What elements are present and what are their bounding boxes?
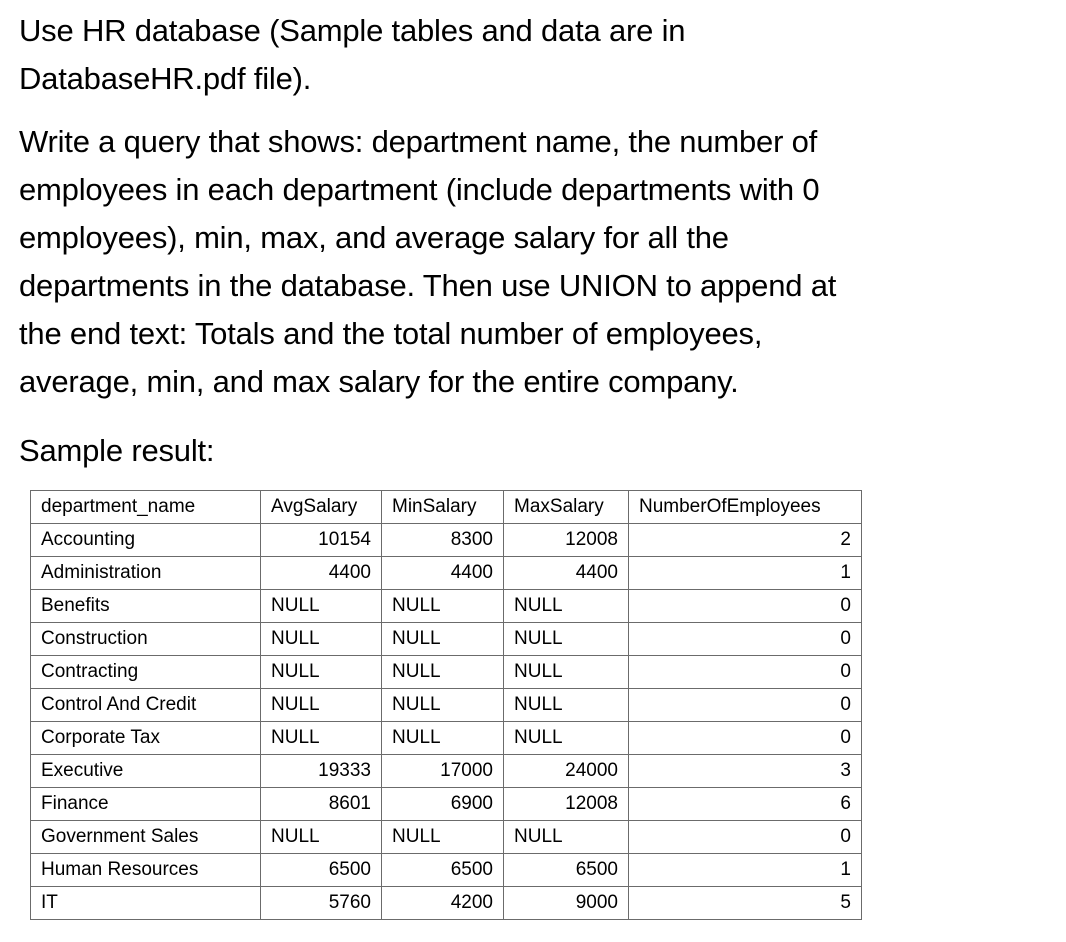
cell-min-salary: NULL — [382, 590, 504, 623]
intro-line-2: DatabaseHR.pdf file). — [19, 61, 312, 96]
cell-number-of-employees: 0 — [629, 656, 862, 689]
cell-min-salary: 6900 — [382, 788, 504, 821]
cell-avg-salary: NULL — [261, 623, 382, 656]
cell-avg-salary: NULL — [261, 821, 382, 854]
sample-result-table — [30, 490, 862, 920]
cell-avg-salary: NULL — [261, 590, 382, 623]
cell-max-salary: NULL — [504, 821, 629, 854]
task-line: departments in the database. Then use UNION to append at — [19, 268, 837, 303]
cell-number-of-employees: 6 — [629, 788, 862, 821]
cell-department-name: Accounting — [31, 524, 261, 557]
cell-department-name: Benefits — [31, 590, 261, 623]
cell-department-name: Contracting — [31, 656, 261, 689]
sample-result-label: Sample result: — [19, 433, 215, 468]
table-row — [31, 755, 862, 788]
table-row — [31, 656, 862, 689]
cell-department-name: Administration — [31, 557, 261, 590]
cell-avg-salary: NULL — [261, 722, 382, 755]
header-department-name: department_name — [31, 491, 261, 524]
table-row — [31, 557, 862, 590]
cell-min-salary: NULL — [382, 722, 504, 755]
table-row — [31, 623, 862, 656]
cell-max-salary: NULL — [504, 722, 629, 755]
cell-min-salary: 4400 — [382, 557, 504, 590]
cell-max-salary: NULL — [504, 656, 629, 689]
table-row — [31, 689, 862, 722]
cell-min-salary: NULL — [382, 689, 504, 722]
cell-min-salary: NULL — [382, 821, 504, 854]
table-row — [31, 887, 862, 920]
cell-avg-salary: 6500 — [261, 854, 382, 887]
cell-min-salary: 4200 — [382, 887, 504, 920]
table-header-row — [31, 491, 862, 524]
cell-avg-salary: NULL — [261, 689, 382, 722]
cell-min-salary: 6500 — [382, 854, 504, 887]
cell-avg-salary: 4400 — [261, 557, 382, 590]
table-row — [31, 821, 862, 854]
cell-min-salary: NULL — [382, 656, 504, 689]
task-line: employees), min, max, and average salary for all the — [19, 220, 729, 255]
header-number-of-employees: NumberOfEmployees — [629, 491, 862, 524]
cell-number-of-employees: 5 — [629, 887, 862, 920]
header-avg-salary: AvgSalary — [261, 491, 382, 524]
table-row — [31, 854, 862, 887]
cell-department-name: Human Resources — [31, 854, 261, 887]
cell-department-name: Finance — [31, 788, 261, 821]
cell-avg-salary: 19333 — [261, 755, 382, 788]
cell-avg-salary: NULL — [261, 656, 382, 689]
task-paragraph — [19, 118, 836, 406]
cell-department-name: Executive — [31, 755, 261, 788]
cell-number-of-employees: 0 — [629, 623, 862, 656]
task-line: the end text: Totals and the total number of employees, — [19, 316, 763, 351]
task-line: average, min, and max salary for the entire company. — [19, 364, 739, 399]
cell-number-of-employees: 1 — [629, 854, 862, 887]
cell-min-salary: NULL — [382, 623, 504, 656]
cell-avg-salary: 10154 — [261, 524, 382, 557]
table-row — [31, 524, 862, 557]
cell-min-salary: 17000 — [382, 755, 504, 788]
cell-department-name: Corporate Tax — [31, 722, 261, 755]
table-row — [31, 722, 862, 755]
cell-max-salary: 12008 — [504, 524, 629, 557]
cell-number-of-employees: 0 — [629, 590, 862, 623]
cell-max-salary: 24000 — [504, 755, 629, 788]
cell-number-of-employees: 2 — [629, 524, 862, 557]
cell-min-salary: 8300 — [382, 524, 504, 557]
table-row — [31, 788, 862, 821]
task-line: Write a query that shows: department name, the number of — [19, 124, 818, 159]
table-row — [31, 590, 862, 623]
intro-paragraph — [19, 7, 685, 103]
cell-max-salary: 4400 — [504, 557, 629, 590]
cell-avg-salary: 8601 — [261, 788, 382, 821]
cell-max-salary: NULL — [504, 623, 629, 656]
task-line: employees in each department (include departments with 0 — [19, 172, 820, 207]
cell-avg-salary: 5760 — [261, 887, 382, 920]
header-min-salary: MinSalary — [382, 491, 504, 524]
cell-number-of-employees: 0 — [629, 821, 862, 854]
cell-department-name: Control And Credit — [31, 689, 261, 722]
cell-department-name: Government Sales — [31, 821, 261, 854]
header-max-salary: MaxSalary — [504, 491, 629, 524]
cell-max-salary: NULL — [504, 689, 629, 722]
cell-number-of-employees: 0 — [629, 689, 862, 722]
cell-max-salary: 6500 — [504, 854, 629, 887]
cell-max-salary: NULL — [504, 590, 629, 623]
cell-department-name: IT — [31, 887, 261, 920]
cell-max-salary: 12008 — [504, 788, 629, 821]
cell-number-of-employees: 1 — [629, 557, 862, 590]
cell-number-of-employees: 3 — [629, 755, 862, 788]
intro-line-1: Use HR database (Sample tables and data are in — [19, 13, 686, 48]
cell-max-salary: 9000 — [504, 887, 629, 920]
cell-department-name: Construction — [31, 623, 261, 656]
cell-number-of-employees: 0 — [629, 722, 862, 755]
